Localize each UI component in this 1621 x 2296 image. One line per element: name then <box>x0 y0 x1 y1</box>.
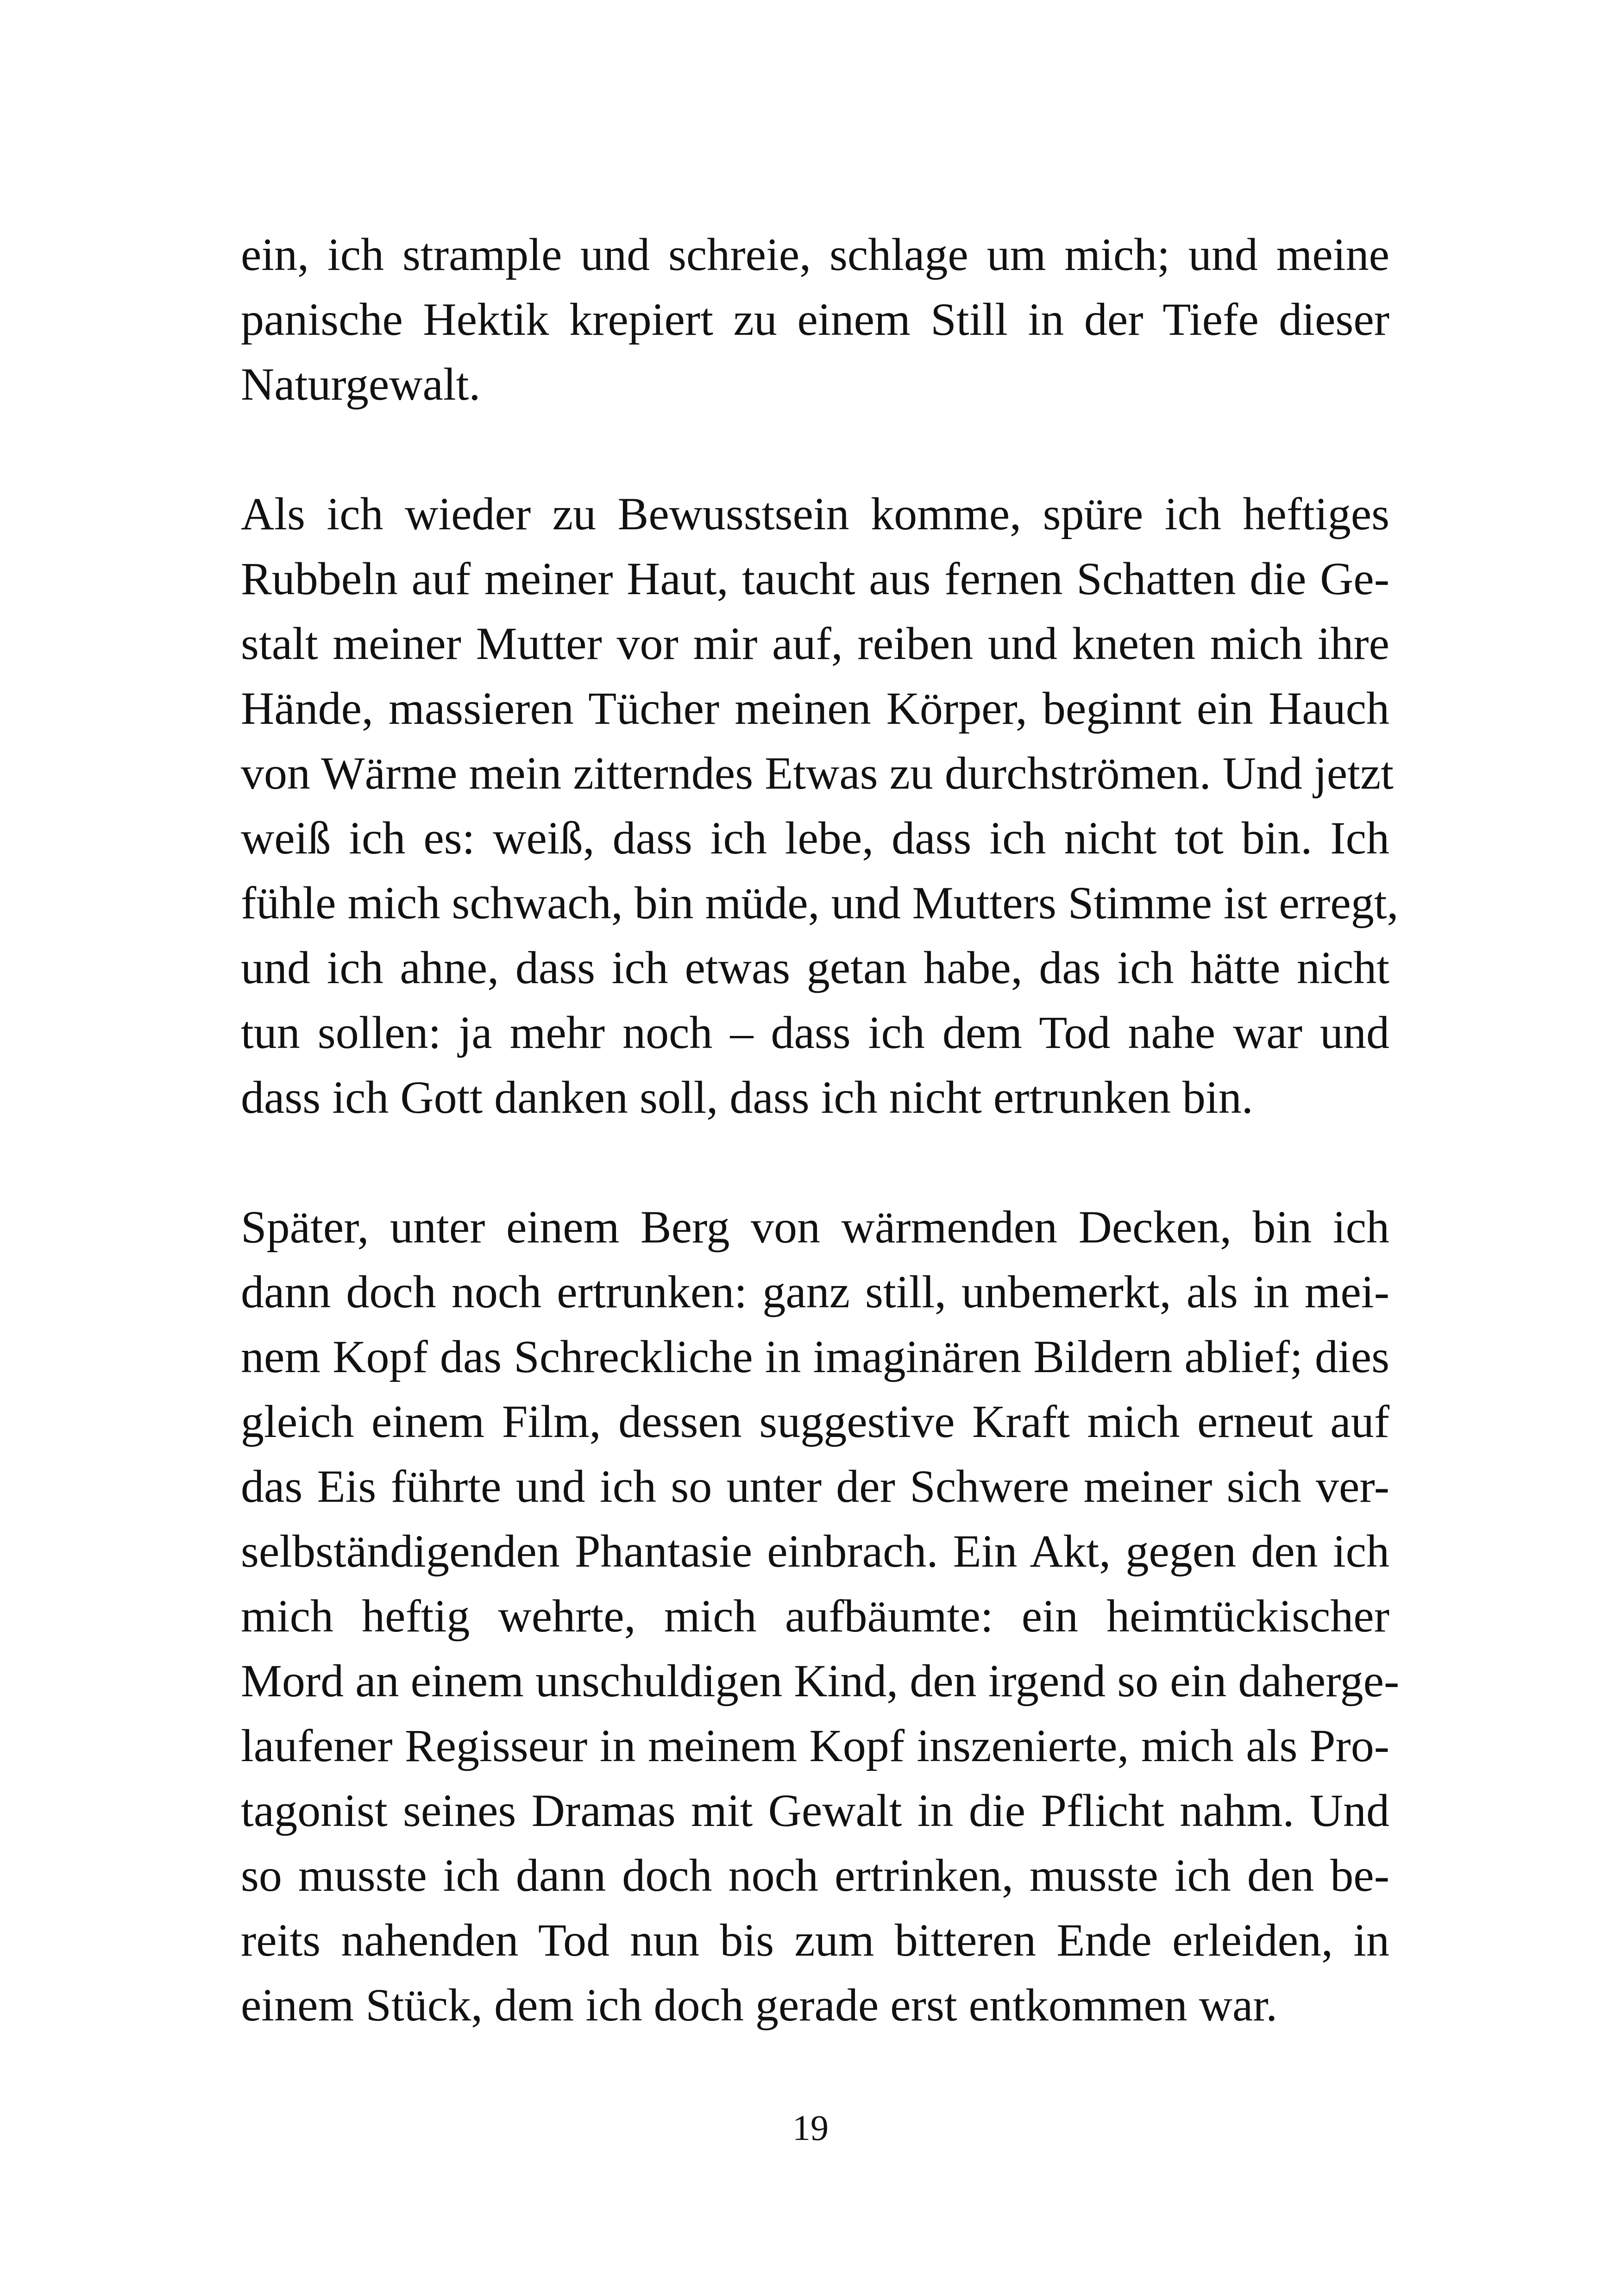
text-line: einem Stück, dem ich doch gerade erst entkommen war. <box>241 1979 1278 2031</box>
text-line: nem Kopf das Schreckliche in imaginären Bildern ablief; dies <box>241 1331 1389 1382</box>
text-line: tagonist seines Dramas mit Gewalt in die Pflicht nahm. Und <box>241 1785 1389 1836</box>
text-line: Hände, massieren Tücher meinen Körper, beginnt ein Hauch <box>241 683 1389 734</box>
text-line: stalt meiner Mutter vor mir auf, reiben und kneten mich ihre <box>241 618 1389 669</box>
text-line: das Eis führte und ich so unter der Schwere meiner sich ver- <box>241 1461 1389 1512</box>
paragraph-1 <box>241 222 1389 417</box>
page-number: 19 <box>792 2108 829 2148</box>
text-line: ein, ich strample und schreie, schlage um mich; und meine <box>241 229 1389 280</box>
text-line: fühle mich schwach, bin müde, und Mutters Stimme ist erregt, <box>241 877 1399 928</box>
text-line: selbständigenden Phantasie einbrach. Ein Akt, gegen den ich <box>241 1525 1389 1577</box>
text-line: Mord an einem unschuldigen Kind, den irgend so ein daherge- <box>241 1655 1400 1706</box>
text-line: laufener Regisseur in meinem Kopf inszenierte, mich als Pro- <box>241 1720 1389 1771</box>
text-line: von Wärme mein zitterndes Etwas zu durchströmen. Und jetzt <box>241 747 1394 799</box>
paragraph-2 <box>241 482 1399 1130</box>
text-line: gleich einem Film, dessen suggestive Kraft mich erneut auf <box>241 1396 1389 1447</box>
text-line: dann doch noch ertrunken: ganz still, unbemerkt, als in mei- <box>241 1266 1389 1317</box>
text-line: Rubbeln auf meiner Haut, taucht aus fernen Schatten die Ge- <box>241 553 1389 604</box>
page-body <box>241 222 1400 2038</box>
text-line: mich heftig wehrte, mich aufbäumte: ein heimtückischer <box>241 1590 1389 1642</box>
text-line: Als ich wieder zu Bewusstsein komme, spüre ich heftiges <box>241 488 1389 539</box>
text-line: Naturgewalt. <box>241 358 481 410</box>
text-line: reits nahenden Tod nun bis zum bitteren Ende erleiden, in <box>241 1914 1389 1966</box>
text-line: dass ich Gott danken soll, dass ich nicht ertrunken bin. <box>241 1072 1253 1123</box>
text-line: so musste ich dann doch noch ertrinken, musste ich den be- <box>241 1850 1389 1901</box>
text-line: Später, unter einem Berg von wärmenden Decken, bin ich <box>241 1201 1389 1253</box>
paragraph-3 <box>241 1195 1400 2038</box>
text-line: panische Hektik krepiert zu einem Still in der Tiefe dieser <box>241 294 1389 345</box>
text-line: und ich ahne, dass ich etwas getan habe, das ich hätte nicht <box>241 942 1389 993</box>
text-line: tun sollen: ja mehr noch – dass ich dem Tod nahe war und <box>241 1007 1389 1058</box>
text-line: weiß ich es: weiß, dass ich lebe, dass ich nicht tot bin. Ich <box>241 812 1389 864</box>
